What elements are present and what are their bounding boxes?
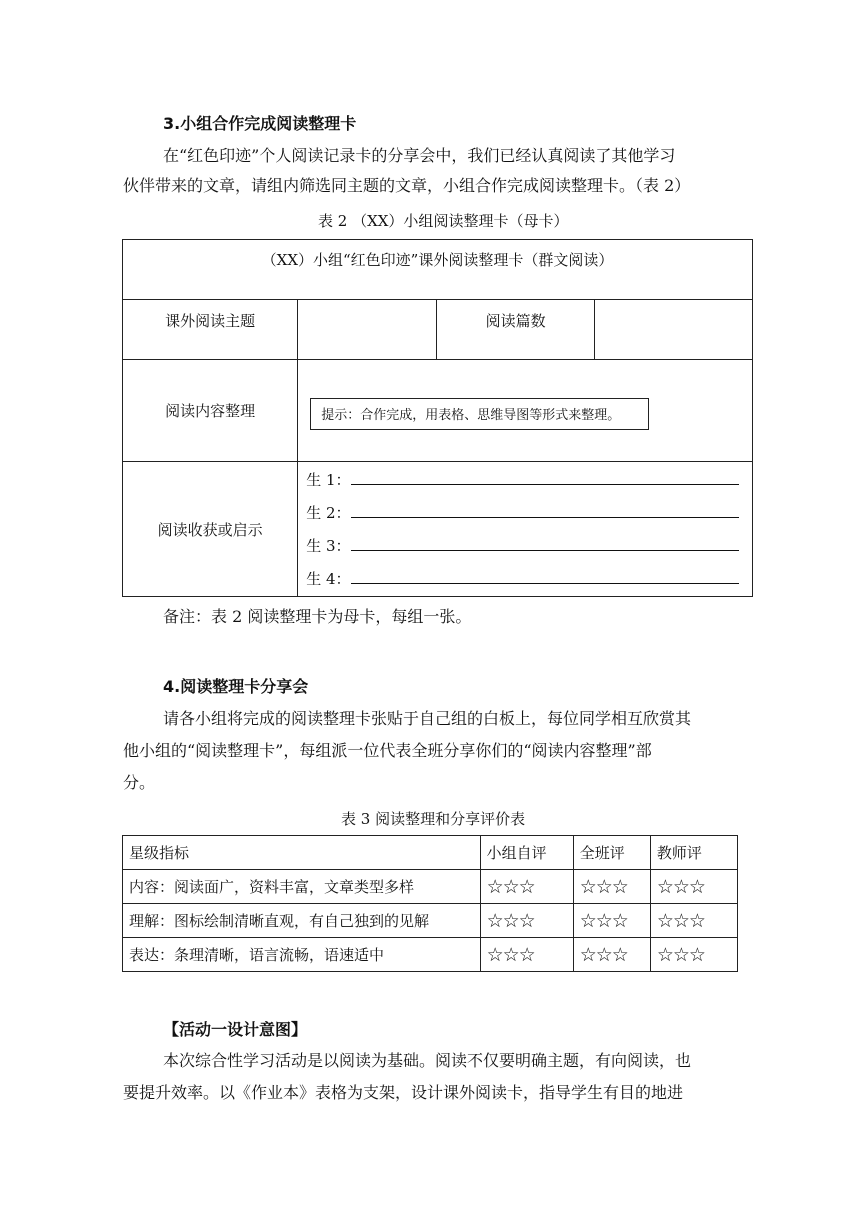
star-rating-icon[interactable]: ☆☆☆: [579, 875, 628, 898]
section-4-paragraph-line-3: 分。: [123, 773, 156, 792]
header-criteria: 星级指标: [123, 836, 481, 870]
table-2-caption: 表 2 （XX）小组阅读整理卡（母卡）: [318, 212, 569, 230]
design-intent-line-2: 要提升效率。以《作业本》表格为支架，设计课外阅读卡，指导学生有目的地进: [123, 1083, 684, 1102]
star-rating-icon[interactable]: ☆☆☆: [486, 875, 535, 898]
student-3-label: 生 3：: [306, 537, 351, 555]
student-1-label: 生 1：: [306, 471, 351, 489]
student-1-row: [298, 464, 752, 497]
tip-box: 提示：合作完成，用表格、思维导图等形式来整理。: [310, 398, 649, 430]
count-value-cell[interactable]: [595, 300, 753, 360]
star-rating-icon[interactable]: ☆☆☆: [579, 943, 628, 966]
criteria-content: 内容：阅读面广，资料丰富，文章类型多样: [123, 870, 481, 904]
section-4-heading: 4.阅读整理卡分享会: [163, 677, 309, 696]
evaluation-table: [122, 835, 738, 972]
header-class-eval: 全班评: [573, 836, 650, 870]
table-3-caption: 表 3 阅读整理和分享评价表: [341, 810, 526, 828]
section-3-paragraph-line-1: 在“红色印迹”个人阅读记录卡的分享会中，我们已经认真阅读了其他学习: [163, 146, 676, 165]
gain-cell: [298, 462, 753, 597]
student-1-answer-line[interactable]: [351, 470, 739, 485]
stars-teacher-expression[interactable]: [650, 938, 737, 972]
star-rating-icon[interactable]: ☆☆☆: [486, 909, 535, 932]
stars-self-understanding[interactable]: [480, 904, 573, 938]
star-rating-icon[interactable]: ☆☆☆: [579, 909, 628, 932]
stars-self-expression[interactable]: [480, 938, 573, 972]
star-rating-icon[interactable]: ☆☆☆: [656, 909, 705, 932]
header-self-eval: 小组自评: [480, 836, 573, 870]
stars-class-understanding[interactable]: [573, 904, 650, 938]
star-rating-icon[interactable]: ☆☆☆: [486, 943, 535, 966]
criteria-understanding: 理解：图标绘制清晰直观，有自己独到的见解: [123, 904, 481, 938]
student-4-label: 生 4：: [306, 570, 351, 588]
star-rating-icon[interactable]: ☆☆☆: [656, 943, 705, 966]
student-4-answer-line[interactable]: [351, 569, 739, 584]
content-label: 阅读内容整理: [123, 360, 298, 462]
student-2-answer-line[interactable]: [351, 503, 739, 518]
stars-class-expression[interactable]: [573, 938, 650, 972]
reading-card-header: （XX）小组“红色印迹”课外阅读整理卡（群文阅读）: [123, 240, 753, 300]
stars-self-content[interactable]: [480, 870, 573, 904]
theme-value-cell[interactable]: [298, 300, 437, 360]
section-4-paragraph-line-2: 他小组的“阅读整理卡”，每组派一位代表全班分享你们的“阅读内容整理”部: [123, 741, 652, 760]
content-cell[interactable]: [298, 360, 753, 462]
stars-teacher-content[interactable]: [650, 870, 737, 904]
gain-label: 阅读收获或启示: [123, 462, 298, 597]
count-label: 阅读篇数: [437, 300, 595, 360]
student-4-row: [298, 563, 752, 596]
student-2-row: [298, 497, 752, 530]
student-2-label: 生 2：: [306, 504, 351, 522]
reading-card-table: [122, 239, 753, 597]
section-4-paragraph-line-1: 请各小组将完成的阅读整理卡张贴于自己组的白板上，每位同学相互欣赏其: [163, 709, 692, 728]
criteria-expression: 表达：条理清晰，语言流畅，语速适中: [123, 938, 481, 972]
star-rating-icon[interactable]: ☆☆☆: [656, 875, 705, 898]
stars-class-content[interactable]: [573, 870, 650, 904]
theme-label: 课外阅读主题: [123, 300, 298, 360]
student-3-row: [298, 530, 752, 563]
student-3-answer-line[interactable]: [351, 536, 739, 551]
design-intent-heading: 【活动一设计意图】: [163, 1020, 308, 1039]
header-teacher-eval: 教师评: [650, 836, 737, 870]
section-3-paragraph-line-2: 伙伴带来的文章，请组内筛选同主题的文章，小组合作完成阅读整理卡。（表 2）: [123, 176, 691, 195]
stars-teacher-understanding[interactable]: [650, 904, 737, 938]
table-2-note: 备注：表 2 阅读整理卡为母卡，每组一张。: [163, 607, 472, 626]
section-3-heading: 3.小组合作完成阅读整理卡: [163, 114, 357, 133]
design-intent-line-1: 本次综合性学习活动是以阅读为基础。阅读不仅要明确主题，有向阅读，也: [163, 1051, 692, 1070]
